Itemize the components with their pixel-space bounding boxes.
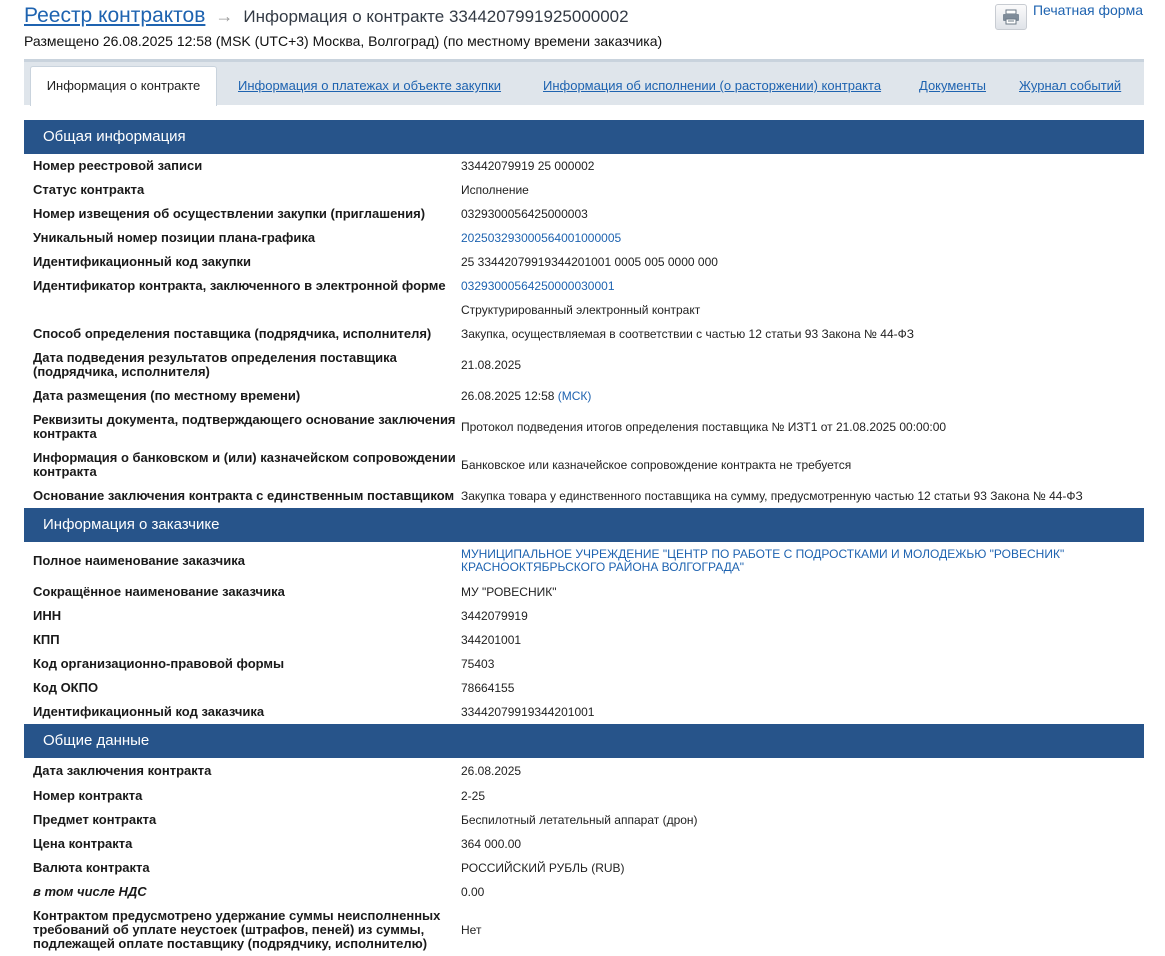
row-label: Информация о банковском и (или) казначейском сопровождении контракта bbox=[33, 450, 456, 479]
info-row bbox=[24, 880, 1144, 904]
info-row bbox=[24, 758, 1144, 784]
row-label: Дата подведения результатов определения поставщика (подрядчика, исполнителя) bbox=[33, 350, 397, 379]
row-value: Нет bbox=[461, 922, 482, 937]
row-value: 78664155 bbox=[461, 680, 515, 695]
section-header-common: Общие данные bbox=[24, 724, 1144, 758]
row-label: Номер извещения об осуществлении закупки (приглашения) bbox=[33, 206, 426, 221]
row-value: 75403 bbox=[461, 656, 495, 671]
info-row bbox=[24, 446, 1144, 484]
info-row bbox=[24, 580, 1144, 604]
row-value: Структурированный электронный контракт bbox=[461, 302, 701, 317]
row-value: 25 33442079919344201001 0005 005 0000 000 bbox=[461, 254, 718, 269]
row-label: Идентификационный код заказчика bbox=[33, 704, 265, 719]
info-row bbox=[24, 676, 1144, 700]
row-label: Контрактом предусмотрено удержание суммы неисполненных требований об уплате неустоек (штрафов, пеней) из суммы, подлежащей оплате поставщику (подрядчику, исполнителю) bbox=[33, 908, 441, 951]
print-button[interactable] bbox=[995, 4, 1027, 30]
info-row bbox=[24, 904, 1144, 956]
row-label: Полное наименование заказчика bbox=[33, 553, 245, 568]
row-label: Реквизиты документа, подтверждающего основание заключения контракта bbox=[33, 412, 456, 441]
row-label: Номер реестровой записи bbox=[33, 158, 203, 173]
page-title: Информация о контракте 3344207991925000002 bbox=[243, 7, 629, 26]
info-row bbox=[24, 202, 1144, 226]
row-value: 33442079919344201001 bbox=[461, 704, 595, 719]
plan-position-link[interactable]: 202503293000564001000005 bbox=[461, 230, 622, 245]
row-label: Сокращённое наименование заказчика bbox=[33, 584, 285, 599]
row-label: Номер контракта bbox=[33, 788, 143, 803]
row-label: Уникальный номер позиции плана-графика bbox=[33, 230, 316, 245]
row-value: 0.00 bbox=[461, 884, 485, 899]
row-label: Предмет контракта bbox=[33, 812, 157, 827]
tab-documents[interactable]: Документы bbox=[919, 78, 987, 93]
row-label: ИНН bbox=[33, 608, 62, 623]
row-label: Основание заключения контракта с единственным поставщиком bbox=[33, 488, 455, 503]
info-row bbox=[24, 274, 1144, 298]
row-label: Дата размещения (по местному времени) bbox=[33, 388, 301, 403]
info-row bbox=[24, 808, 1144, 832]
tab-payments[interactable]: Информация о платежах и объекте закупки bbox=[238, 78, 502, 93]
info-row bbox=[24, 700, 1144, 724]
row-value: 33442079919 25 000002 bbox=[461, 158, 595, 173]
row-value: РОССИЙСКИЙ РУБЛЬ (RUB) bbox=[461, 860, 625, 875]
timezone-link[interactable]: (МСК) bbox=[557, 388, 592, 403]
arrow-right-icon: → bbox=[215, 6, 234, 26]
row-label: Цена контракта bbox=[33, 836, 133, 851]
row-label: Код ОКПО bbox=[33, 680, 99, 695]
info-row bbox=[24, 226, 1144, 250]
breadcrumb bbox=[24, 4, 629, 28]
row-value: Протокол подведения итогов определения поставщика № ИЗТ1 от 21.08.2025 00:00:00 bbox=[461, 419, 947, 434]
page-header bbox=[0, 0, 1165, 58]
row-value: Исполнение bbox=[461, 182, 529, 197]
row-label: КПП bbox=[33, 632, 60, 647]
info-row bbox=[24, 604, 1144, 628]
info-row bbox=[24, 856, 1144, 880]
tab-event-log[interactable]: Журнал событий bbox=[1019, 78, 1122, 93]
info-row bbox=[24, 628, 1144, 652]
info-row bbox=[24, 154, 1144, 178]
tab-bar bbox=[24, 59, 1144, 105]
row-label: Код организационно-правовой формы bbox=[33, 656, 285, 671]
electronic-contract-link[interactable]: 03293000564250000030001 bbox=[461, 278, 615, 293]
breadcrumb-root-link[interactable]: Реестр контрактов bbox=[24, 4, 206, 27]
placed-date-text: Размещено 26.08.2025 12:58 (MSK (UTC+3) Москва, Волгоград) (по местному времени заказчика) bbox=[24, 33, 663, 49]
info-row bbox=[24, 652, 1144, 676]
info-row bbox=[24, 346, 1144, 384]
info-row bbox=[24, 250, 1144, 274]
row-value: 3442079919 bbox=[461, 608, 528, 623]
info-row bbox=[24, 408, 1144, 446]
print-form-link[interactable]: Печатная форма bbox=[1032, 2, 1143, 18]
row-value: Закупка, осуществляемая в соответствии с частью 12 статьи 93 Закона № 44-ФЗ bbox=[461, 326, 914, 341]
info-row bbox=[24, 178, 1144, 202]
row-value: МУ "РОВЕСНИК" bbox=[461, 584, 557, 599]
section-header-general: Общая информация bbox=[24, 120, 1144, 154]
placement-date: 26.08.2025 12:58 bbox=[461, 388, 555, 403]
row-label: Статус контракта bbox=[33, 182, 145, 197]
row-label: в том числе НДС bbox=[33, 884, 147, 899]
info-row bbox=[24, 484, 1144, 508]
section-header-customer: Информация о заказчике bbox=[24, 508, 1144, 542]
contract-content bbox=[24, 120, 1144, 956]
info-row bbox=[24, 832, 1144, 856]
customer-name-link[interactable]: МУНИЦИПАЛЬНОЕ УЧРЕЖДЕНИЕ "ЦЕНТР ПО РАБОТЕ С ПОДРОСТКАМИ И МОЛОДЕЖЬЮ "РОВЕСНИК" КРАСНООКТЯБРЬСКОГО РАЙОНА ВОЛГОГРАДА" bbox=[461, 547, 1065, 574]
info-row bbox=[24, 384, 1144, 408]
row-value: Закупка товара у единственного поставщика на сумму, предусмотренную частью 12 статьи 93 Закона № 44-ФЗ bbox=[461, 488, 1083, 503]
info-row bbox=[24, 542, 1144, 580]
row-label: Идентификатор контракта, заключенного в электронной форме bbox=[33, 278, 446, 293]
row-label: Валюта контракта bbox=[33, 860, 150, 875]
row-label: Дата заключения контракта bbox=[33, 763, 212, 778]
info-row bbox=[24, 322, 1144, 346]
row-value: Беспилотный летательный аппарат (дрон) bbox=[461, 812, 698, 827]
row-value: Банковское или казначейское сопровождение контракта не требуется bbox=[461, 457, 852, 472]
row-value: 21.08.2025 bbox=[461, 357, 522, 372]
row-label: Способ определения поставщика (подрядчика, исполнителя) bbox=[33, 326, 432, 341]
printer-icon bbox=[1002, 9, 1020, 25]
info-row bbox=[24, 784, 1144, 808]
row-value: 364 000.00 bbox=[461, 836, 522, 851]
row-value: 2-25 bbox=[461, 788, 486, 803]
print-form bbox=[995, 2, 1143, 30]
row-value bbox=[461, 390, 1144, 403]
tab-contract-info[interactable]: Информация о контракте bbox=[30, 66, 217, 106]
row-value: 0329300056425000003 bbox=[461, 206, 588, 221]
row-label: Идентификационный код закупки bbox=[33, 254, 252, 269]
row-value: 26.08.2025 bbox=[461, 763, 522, 778]
row-value: 344201001 bbox=[461, 632, 522, 647]
tab-execution[interactable]: Информация об исполнении (о расторжении) контракта bbox=[543, 78, 882, 93]
info-row bbox=[24, 298, 1144, 322]
